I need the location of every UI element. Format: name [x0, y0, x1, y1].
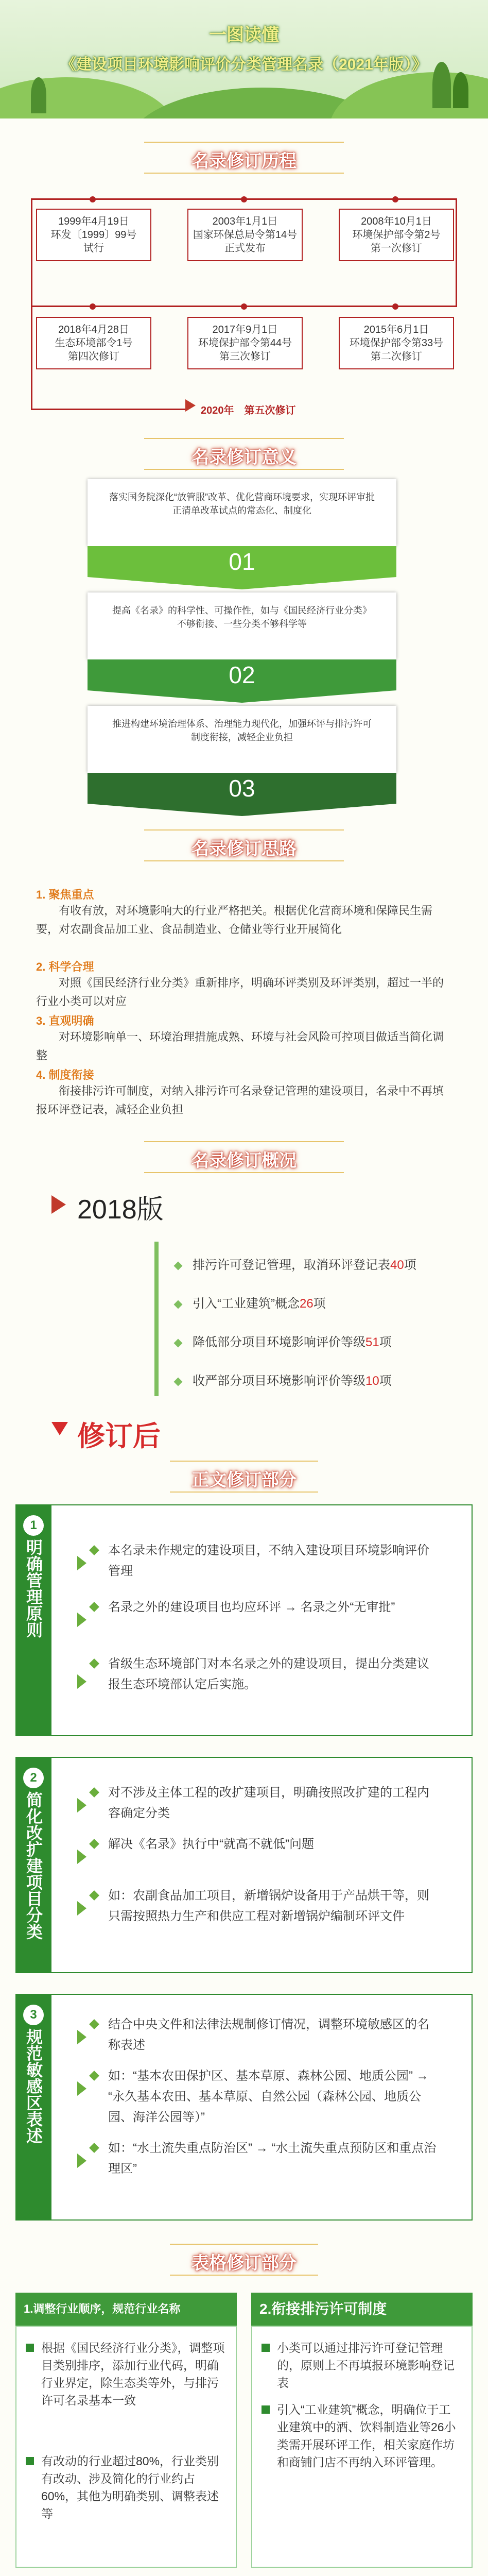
significance-number: 02 [88, 659, 396, 690]
body-part-item: 省级生态环境部门对本名录之外的建设项目，提出分类建议报生态环境部认定后实施。 [108, 1654, 438, 1695]
header-title-line2: 《建设项目环境影响评价分类管理名录（2021年版）》 [61, 56, 427, 73]
section-divider [144, 860, 344, 861]
table-item: 引入“工业建筑”概念，明确位于工业建筑中的酒、饮料制造业等26小类需开展环评工作，相关家庭作坊和商铺门店不再纳入环评管理。 [277, 2401, 462, 2471]
overview-after: 修订后 [77, 1421, 161, 1452]
section-divider [144, 1141, 344, 1142]
section-divider [170, 2244, 318, 2245]
overview-stat: 引入“工业建筑”概念26项 [175, 1293, 326, 1311]
overview-stat: 排污许可登记管理，取消环评登记表40项 [175, 1255, 416, 1273]
significance-number: 03 [88, 773, 396, 804]
timeline-event [339, 317, 454, 369]
chevron-right-icon [77, 2030, 86, 2044]
timeline-event-doc: 环境保护部令第2号 [352, 229, 441, 241]
significance-pointer [88, 577, 396, 589]
down-arrow-icon [51, 1422, 68, 1435]
chevron-right-icon [77, 1798, 86, 1812]
significance-number: 01 [88, 546, 396, 577]
table-block-title: 1.调整行业顺序，规范行业名称 [15, 2293, 237, 2326]
square-bullet-icon [262, 2405, 270, 2414]
overview-year: 2018版 [77, 1195, 164, 1225]
thinking-heading: 2. 科学合理 [36, 960, 94, 973]
significance-pointer [88, 690, 396, 703]
square-bullet-icon [26, 2344, 34, 2352]
body-part-item: 如：农副食品加工项目，新增锅炉设备用于产品烘干等，则只需按照热力生产和供应工程对新增锅炉编制环评文件 [108, 1886, 438, 1927]
section-divider [170, 1492, 318, 1493]
diamond-icon [174, 1300, 183, 1309]
section-title-thinking: 名录修订思路 [191, 839, 297, 859]
timeline-event-doc: 生态环境部令1号 [55, 337, 133, 349]
chevron-right-icon [77, 2081, 86, 2096]
timeline-dot [392, 196, 398, 202]
diamond-icon [174, 1261, 183, 1270]
timeline-dot [90, 196, 96, 202]
significance-text: 推进构建环境治理体系、治理能力现代化，加强环评与排污许可制度衔接，减轻企业负担 [88, 706, 396, 773]
square-bullet-icon [262, 2344, 270, 2352]
body-part-title: 简化改扩建项目分类 [24, 1791, 43, 1940]
body-part-number: 2 [23, 1768, 44, 1788]
timeline-event-date: 2008年10月1日 [361, 216, 432, 227]
timeline-arrow-icon [185, 399, 196, 412]
body-part-title: 规范敏感区表述 [24, 2028, 43, 2144]
timeline-event-date: 2003年1月1日 [212, 216, 278, 227]
thinking-body: 对照《国民经济行业分类》重新排序，明确环评类别及环评类别，超过一半的行业小类可以对应 [36, 976, 444, 1008]
body-part-number: 3 [23, 2005, 44, 2025]
square-bullet-icon [26, 2457, 34, 2465]
body-part-tab [15, 1504, 51, 1736]
table-item: 根据《国民经济行业分类》，调整项目类别排序，添加行业代码，明确行业界定，除生态类等外，与排污许可名录基本一致 [41, 2339, 226, 2409]
body-part-item: 如：“水土流失重点防治区” → “水土流失重点预防区和重点治理区” [108, 2138, 438, 2179]
arrow-icon [51, 1195, 66, 1214]
table-item: 小类可以通过排污许可登记管理的，原则上不再填报环境影响登记表 [277, 2339, 462, 2392]
body-part-item: 结合中央文件和法律法规制修订情况，调整环境敏感区的名称表述 [108, 2014, 438, 2056]
body-part-tab [15, 1994, 51, 2221]
section-title-table: 表格修订部分 [191, 2253, 297, 2273]
body-part-title: 明确管理原则 [24, 1539, 43, 1638]
timeline-latest: 2020年 第五次修订 [201, 405, 296, 416]
timeline-event [36, 317, 151, 369]
timeline-dot [392, 303, 398, 310]
diamond-icon [174, 1338, 183, 1347]
significance-text: 提高《名录》的科学性、可操作性，如与《国民经济行业分类》不够衔接、一些分类不够科学等 [88, 592, 396, 659]
section-divider [144, 469, 344, 470]
timeline-event-doc: 国家环保总局令第14号 [193, 229, 298, 241]
timeline-event-date: 2015年6月1日 [363, 324, 429, 335]
section-divider [144, 142, 344, 143]
overview-stat: 降低部分项目环境影响评价等级51项 [175, 1332, 392, 1350]
body-part-item: 名录之外的建设项目也均应环评 → 名录之外“无审批” [108, 1597, 438, 1618]
section-divider [170, 1461, 318, 1462]
timeline-dot [241, 196, 247, 202]
chevron-right-icon [77, 1901, 86, 1916]
section-divider [144, 438, 344, 439]
chevron-right-icon [77, 1674, 86, 1689]
section-title-history: 名录修订历程 [191, 151, 297, 171]
section-title-body: 正文修订部分 [191, 1470, 297, 1490]
section-title-significance: 名录修订意义 [191, 448, 297, 467]
timeline-event-note: 第三次修订 [219, 351, 271, 362]
overview-stat: 收严部分项目环境影响评价等级10项 [175, 1370, 392, 1388]
timeline-event-date: 2018年4月28日 [58, 324, 129, 335]
timeline-event-note: 第四次修订 [68, 351, 119, 362]
timeline-event [36, 209, 151, 261]
timeline-dot [90, 303, 96, 310]
table-block-title: 2.衔接排污许可制度 [251, 2293, 473, 2326]
timeline-line [456, 198, 457, 307]
timeline-event [187, 209, 303, 261]
timeline-event-note: 试行 [83, 243, 104, 254]
table-item: 有改动的行业超过80%，行业类别有改动、涉及简化的行业约占60%，其他为明确类别、调整表述等 [41, 2452, 226, 2522]
section-divider [170, 2275, 318, 2276]
timeline-event-date: 1999年4月19日 [58, 216, 129, 227]
section-divider [144, 829, 344, 831]
timeline-event-doc: 环境保护部令第44号 [198, 337, 292, 349]
timeline-event-doc: 环境保护部令第33号 [349, 337, 444, 349]
body-part-item: 解决《名录》执行中“就高不就低”问题 [108, 1834, 438, 1855]
thinking-heading: 3. 直观明确 [36, 1014, 94, 1027]
significance-text: 落实国务院深化“放管服”改革、优化营商环境要求，实现环评审批正清单改革试点的常态化、制度化 [88, 479, 396, 546]
section-divider [144, 173, 344, 174]
chevron-right-icon [77, 1850, 86, 1864]
timeline-event-note: 正式发布 [224, 243, 266, 254]
body-part-item: 对不涉及主体工程的改扩建项目，明确按照改扩建的工程内容确定分类 [108, 1783, 438, 1824]
section-title-overview: 名录修订概况 [191, 1151, 297, 1171]
chevron-right-icon [77, 2154, 86, 2168]
header-title-line1: 一图读懂 [209, 25, 279, 45]
chevron-right-icon [77, 1556, 86, 1570]
timeline-line [31, 198, 32, 410]
chevron-right-icon [77, 1613, 86, 1627]
body-part-item: 如：“基本农田保护区、基本草原、森林公园、地质公园” → “永久基本农田、基本草原、自然公园（森林公园、地质公园、海洋公园等）” [108, 2066, 438, 2128]
section-divider [144, 1172, 344, 1173]
overview-bar [154, 1242, 159, 1396]
timeline-dot [241, 303, 247, 310]
thinking-heading: 4. 制度衔接 [36, 1069, 94, 1081]
significance-pointer [88, 804, 396, 816]
timeline-event-date: 2017年9月1日 [212, 324, 278, 335]
body-part-item: 本名录未作规定的建设项目，不纳入建设项目环境影响评价管理 [108, 1540, 438, 1582]
timeline-event [187, 317, 303, 369]
timeline-event-doc: 环发〔1999〕99号 [50, 229, 137, 241]
timeline-event-note: 第二次修订 [371, 351, 422, 362]
timeline-event [339, 209, 454, 261]
thinking-body: 有收有放，对环境影响大的行业严格把关。根据优化营商环境和保障民生需要，对农副食品加工业、食品制造业、仓储业等行业开展简化 [36, 904, 433, 936]
body-part-tab [15, 1757, 51, 1973]
body-part-number: 1 [23, 1515, 44, 1536]
header-banner [0, 0, 488, 118]
thinking-body: 衔接排污许可制度，对纳入排污许可名录登记管理的建设项目，名录中不再填报环评登记表，减轻企业负担 [36, 1084, 444, 1116]
diamond-icon [174, 1377, 183, 1386]
timeline-event-note: 第一次修订 [371, 243, 422, 254]
thinking-body: 对环境影响单一、环境治理措施成熟、环境与社会风险可控项目做适当简化调整 [36, 1030, 444, 1062]
timeline-line [31, 409, 185, 410]
thinking-heading: 1. 聚焦重点 [36, 888, 94, 901]
